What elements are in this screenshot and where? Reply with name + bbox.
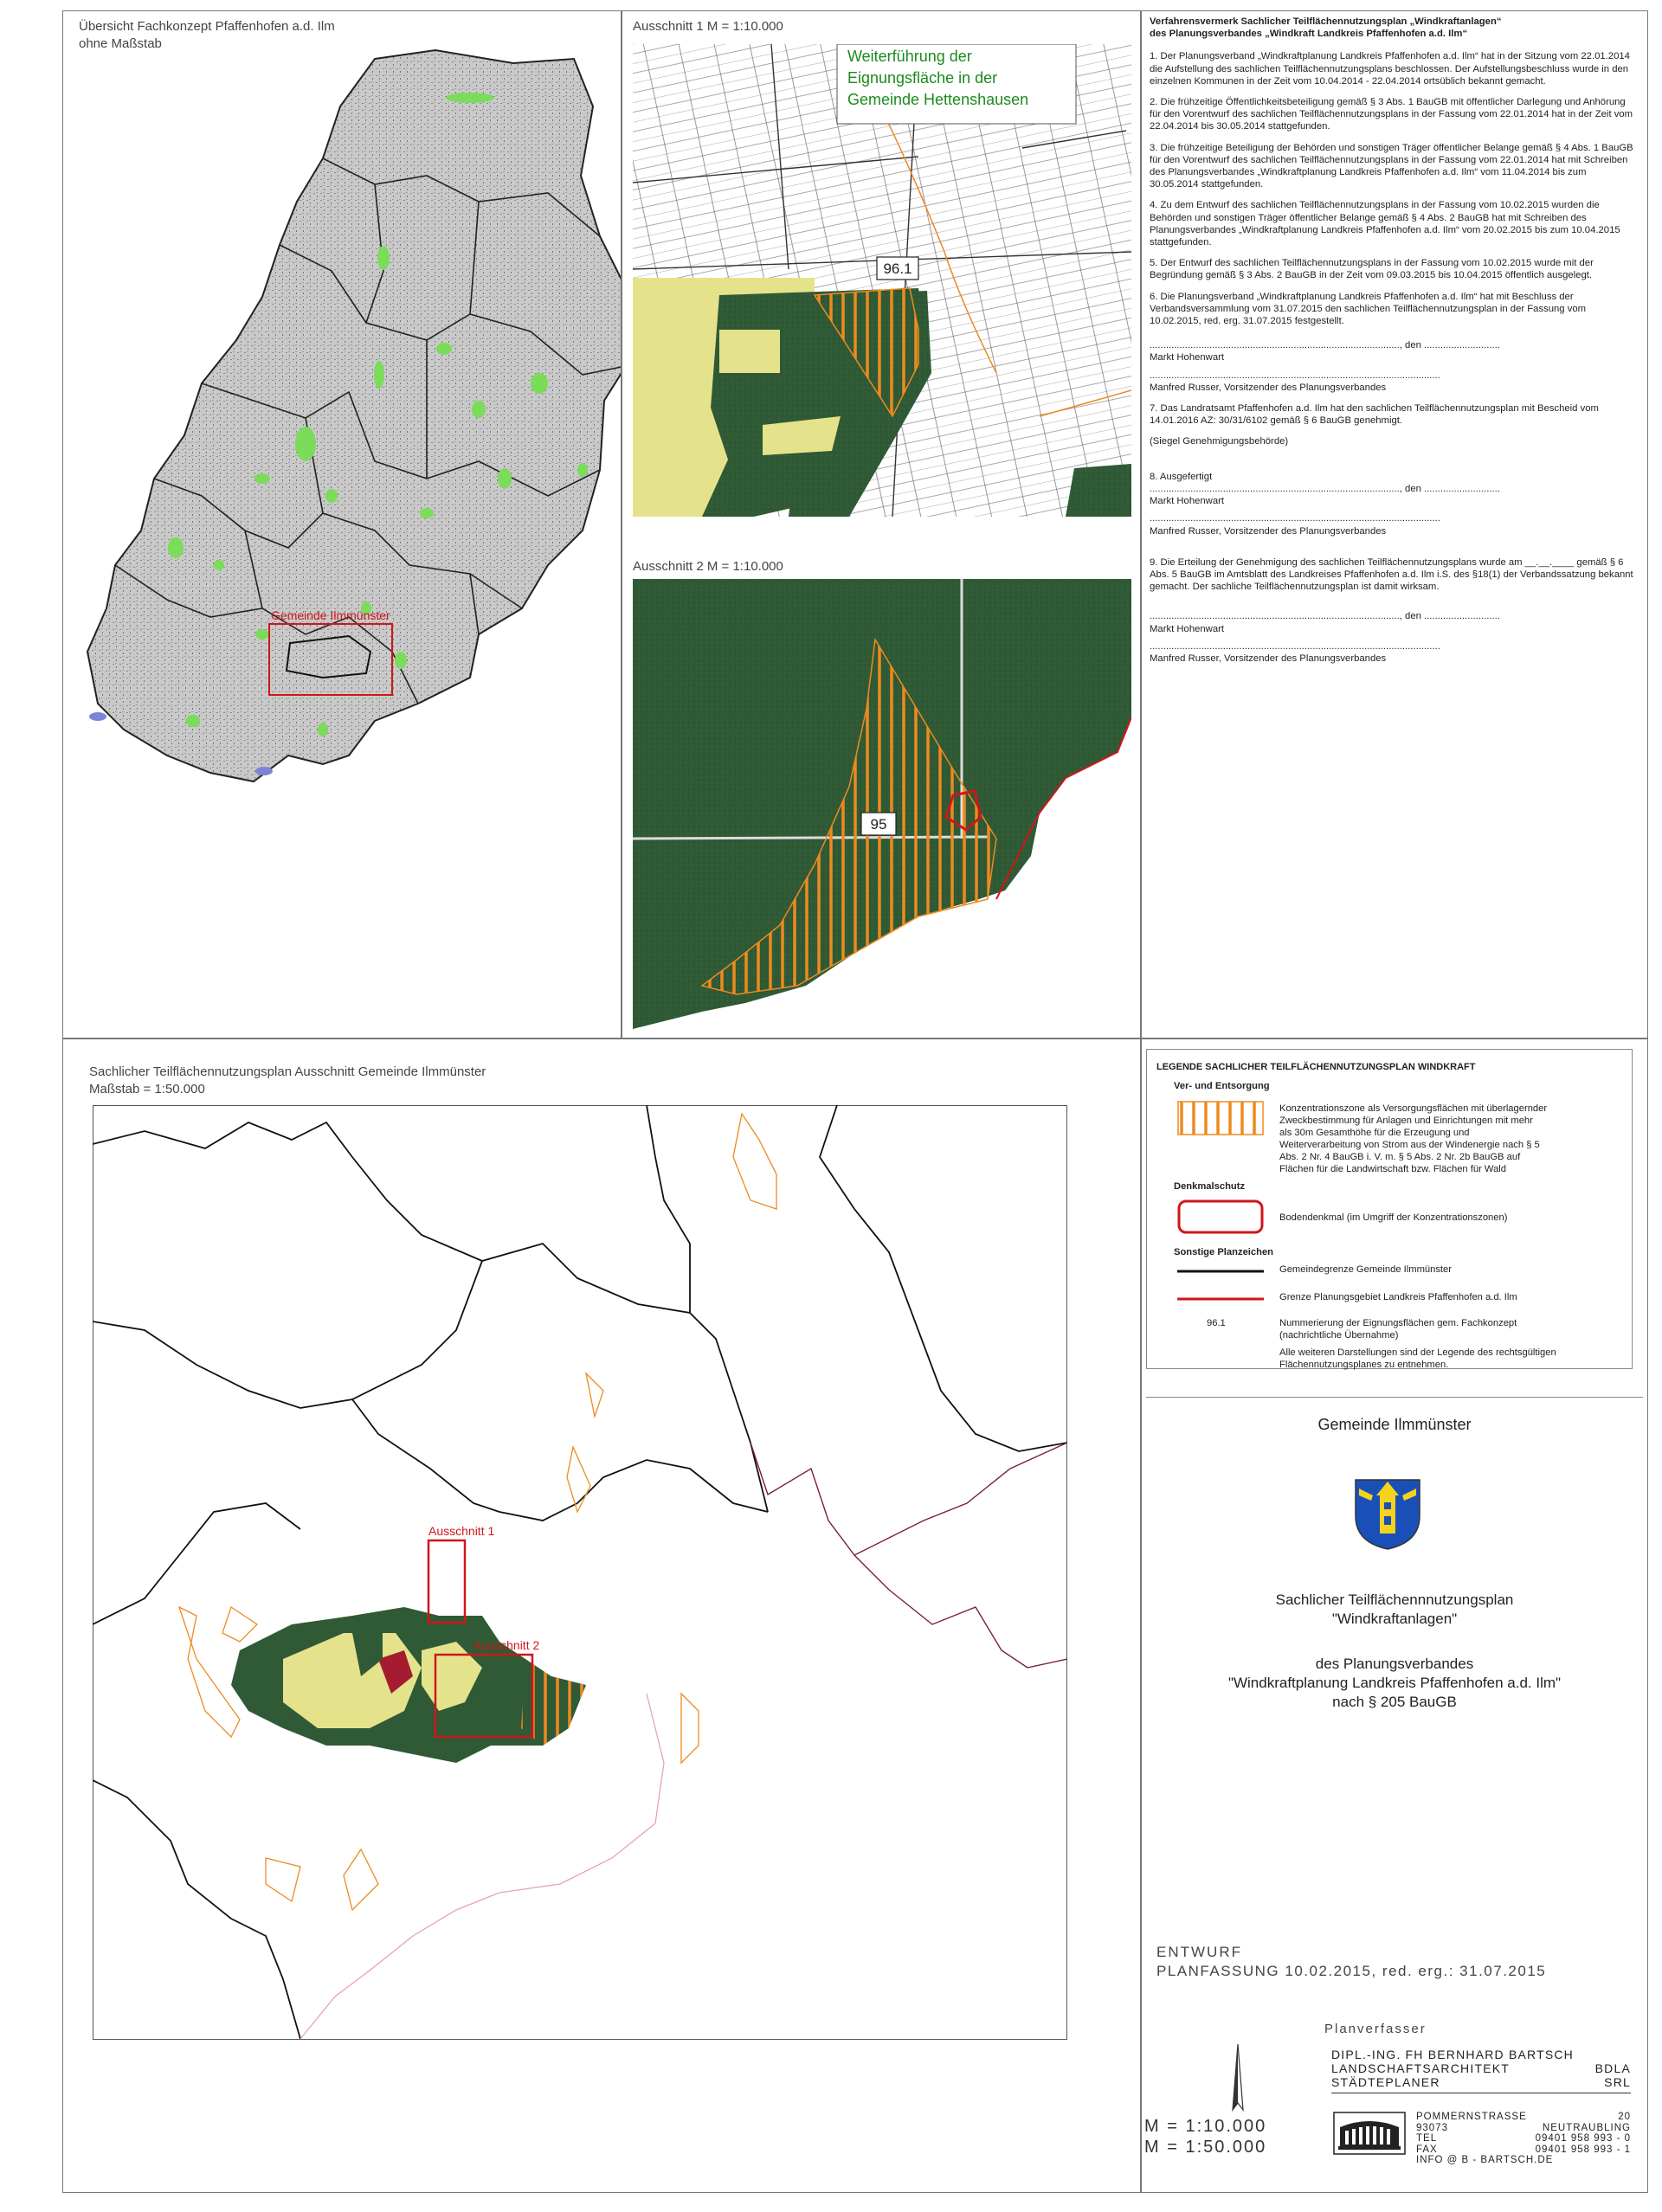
ausschnitt1-title: Ausschnitt 1 M = 1:10.000 [633,19,783,34]
legend-number-sample: 96.1 [1207,1318,1226,1328]
seal-note: (Siegel Genehmigungsbehörde) [1150,436,1289,447]
address-block [1416,2112,1631,2166]
legend-item-municipality: Gemeindegrenze Gemeinde Ilmmünster [1279,1264,1452,1275]
frame-label-ausschnitt2: Ausschnitt 2 [473,1638,540,1652]
legend-section-monument: Denkmalschutz [1174,1181,1246,1192]
scale-2: M = 1:50.000 [1144,2138,1267,2157]
overview-map [63,11,622,1038]
legend-district-line [1177,1296,1264,1302]
legend-section-other: Sonstige Planzeichen [1174,1247,1274,1257]
legend-section-supply: Ver- und Entsorgung [1174,1081,1270,1091]
draft-label: ENTWURF [1156,1944,1242,1960]
street-number: 20 [1618,2112,1631,2122]
overview-title: Übersicht Fachkonzept Pfaffenhofen a.d. Ilm [79,19,335,34]
note-line-3: Gemeinde Hettenshausen [847,91,1029,108]
signature-dots-3: ........................................................................................................... [1150,640,1440,652]
firm-assoc-1: BDLA [1594,2061,1631,2075]
procedure-notes [1150,16,1634,665]
firm-block [1331,2048,1631,2089]
overview-subtitle: ohne Maßstab [79,36,162,51]
main-plan-title: Sachlicher Teilflächennutzungsplan Ausschnitt Gemeinde Ilmmünster [89,1064,486,1079]
signature-line-3: ............................................................................................, den ............................ [1150,611,1500,622]
fax-label: FAX [1416,2144,1438,2155]
signer-3: Manfred Russer, Vorsitzender des Planungsverbandes [1150,653,1387,664]
verband-line-1: des Planungsverbandes [1315,1656,1474,1672]
signature-dots-2: ........................................................................................................... [1150,513,1440,524]
planner-label: Planverfasser [1324,2022,1427,2036]
coat-of-arms-icon [1352,1476,1423,1551]
title-divider [1146,1397,1643,1398]
phone-number: 09401 958 993 - 0 [1535,2133,1631,2144]
district-shape [87,50,622,781]
north-arrow-icon [1229,2042,1246,2112]
plan-title-1: Sachlicher Teilflächennnutzungsplan [1275,1591,1514,1608]
legend-note: Alle weiteren Darstellungen sind der Legende des rechtsgültigen Flächennutzungsplanes zu entnehmen. [1279,1347,1556,1370]
firm-assoc-2: SRL [1604,2075,1631,2089]
legend-item-numbering: Nummerierung der Eignungsflächen gem. Fachkonzept (nachrichtliche Übernahme) [1279,1318,1517,1341]
email: INFO @ B - BARTSCH.DE [1416,2155,1554,2165]
signer-1: Manfred Russer, Vorsitzender des Planungsverbandes [1150,382,1387,393]
ausschnitt2-map [633,579,1131,1029]
signature-place-3: Markt Hohenwart [1150,623,1225,634]
firm-role-1: LANDSCHAFTSARCHITEKT [1331,2061,1511,2075]
procedure-step-7: 7. Das Landratsamt Pfaffenhofen a.d. Ilm hat den sachlichen Teilflächennutzungsplan mit Bescheid vom 14.01.2016 AZ: 30/31/6102 gemäß § 6 BauGB genehmigt. [1150,403,1599,427]
legend-monument-symbol [1177,1199,1264,1234]
municipality-name: Gemeinde Ilmmünster [1317,1416,1472,1433]
procedure-step-4: 4. Zu dem Entwurf des sachlichen Teilflächennutzungsplans in der Fassung vom 10.02.2015 wurden die Behörden und sonstigen Träger öffentlicher Belange gemäß § 4 Abs. 2 BauGB hat mit Schreiben des Planungsverbandes „Windkraftplanung Landkreis Pfaffenhofen a.d. Ilm“ vom 20.02.2015 bis zum 10.04.2015 stattgefunden. [1150,200,1620,248]
signature-line-2: ............................................................................................, den ............................ [1150,483,1500,494]
procedure-step-9: 9. Die Erteilung der Genehmigung des sachlichen Teilflächennutzungsplans wurde am __.__.____ gemäß § 6 Abs. 5 BauGB im Amtsblatt des Landkreises Pfaffenhofen a.d. Ilm i.S. des §18(1) der Verbandssatzung bekannt gemacht. Der sachliche Teilflächennutzungsplan ist damit wirksam. [1150,556,1633,593]
firm-logo-icon [1333,2112,1406,2155]
procedure-step-2: 2. Die frühzeitige Öffentlichkeitsbeteiligung gemäß § 3 Abs. 1 BauGB mit öffentlicher Darlegung und Anhörung für den Vorentwurf des sachlichen Teilflächennutzungsplans in der Fassung vom 22.01.2014 hat in der Zeit vom 22.04.2014 bis 30.05.2014 stattgefunden. [1150,97,1633,132]
note-line-2: Eignungsfläche in der [847,69,998,87]
signature-place-2: Markt Hohenwart [1150,496,1225,507]
procedure-step-1: 1. Der Planungsverband „Windkraftplanung Landkreis Pfaffenhofen a.d. Ilm“ hat in der Sitzung vom 22.01.2014 die Aufstellung des sachlichen Teilflächennutzungsplans beschlossen. Der Aufstellungsbeschluss wurde in den einzelnen Kommunen in der Zeit vom 10.04.2014 - 22.04.2014 ortsüblich bekannt gemacht. [1150,51,1630,87]
fax-number: 09401 958 993 - 1 [1535,2144,1631,2155]
procedure-step-5: 5. Der Entwurf des sachlichen Teilflächennutzungsplans in der Fassung vom 10.02.2015 wurde mit der Begründung gemäß § 3 Abs. 2 BauGB in der Zeit vom 09.03.2015 bis 10.04.2015 öffentlich ausgelegt. [1150,258,1594,281]
street: POMMERNSTRASSE [1416,2112,1527,2122]
procedure-step-6: 6. Die Planungsverband „Windkraftplanung Landkreis Pfaffenhofen a.d. Ilm“ hat mit Beschluss der Verbandsversammlung vom 31.07.2015 den sachlichen Teilflächennutzungsplan in der Fassung vom 10.02.2015, red. erg. 31.07.2015 festgestellt. [1150,291,1587,327]
city: NEUTRAUBLING [1542,2122,1631,2133]
procedure-step-3: 3. Die frühzeitige Beteiligung der Behörden und sonstigen Träger öffentlicher Belange gemäß § 4 Abs. 1 BauGB für den Vorentwurf des sachlichen Teilflächennutzungsplans in der Fassung vom 22.01.2014 hat mit Schreiben des Planungsverbandes „Windkraftplanung Landkreis Pfaffenhofen a.d. Ilm“ vom 11.04.2014 bis zum 30.05.2014 stattgefunden. [1150,142,1633,190]
signature-place-1: Markt Hohenwart [1150,352,1225,363]
legend-title: LEGENDE SACHLICHER TEILFLÄCHENNUTZUNGSPLAN WINDKRAFT [1156,1062,1476,1072]
legend-item-monument: Bodendenkmal (im Umgriff der Konzentrationszonen) [1279,1212,1508,1223]
procedure-heading-1: Verfahrensvermerk Sachlicher Teilflächennutzungsplan „Windkraftanlagen“ [1150,16,1502,27]
detail-panel [622,10,1141,1038]
plan-version: PLANFASSUNG 10.02.2015, red. erg.: 31.07.2015 [1156,1963,1547,1979]
note-line-1: Weiterführung der [847,48,972,65]
signer-2: Manfred Russer, Vorsitzender des Planungsverbandes [1150,525,1387,537]
verband-line-2: "Windkraftplanung Landkreis Pfaffenhofen a.d. Ilm" [1227,1675,1562,1691]
ausschnitt1-map [633,44,1131,517]
legend-hatch-symbol [1177,1101,1264,1135]
scale-1: M = 1:10.000 [1144,2117,1267,2136]
frame-label-ausschnitt1: Ausschnitt 1 [428,1524,495,1538]
main-plan-map [93,1105,1067,2040]
signature-dots-1: ........................................................................................................... [1150,370,1440,381]
area-label-96-1: 96.1 [883,260,912,277]
ausschnitt2-title: Ausschnitt 2 M = 1:10.000 [633,559,783,574]
plan-title-2: "Windkraftanlagen" [1331,1611,1458,1627]
procedure-heading-2: des Planungsverbandes „Windkraft Landkreis Pfaffenhofen a.d. Ilm“ [1150,29,1468,40]
area-label-95: 95 [870,816,887,833]
firm-name: DIPL.-ING. FH BERNHARD BARTSCH [1331,2048,1574,2061]
phone-label: TEL [1416,2133,1438,2144]
legend-item-district: Grenze Planungsgebiet Landkreis Pfaffenhofen a.d. Ilm [1279,1292,1517,1302]
overview-region-label: Gemeinde Ilmmünster [271,608,390,622]
main-plan-scale: Maßstab = 1:50.000 [89,1082,205,1096]
legend-municipality-line [1177,1269,1264,1274]
legend-item-concentration: Konzentrationszone als Versorgungsflächen mit überlagernder Zweckbestimmung für Anlagen und Einrichtungen mit mehr als 30m Gesamthöhe für die Erzeugung und Weiterverarbeitung von Strom aus der Windenergie nach § 5 Abs. 2 Nr. 4 BauGB i. V. m. § 5 Abs. 2 Nr. 2b BauGB auf Flächen für die Landwirtschaft bzw. Flächen für Wald [1279,1103,1548,1174]
verband-line-3: nach § 205 BauGB [1332,1694,1457,1710]
main-plan-panel [62,1038,1141,2193]
postal-code: 93073 [1416,2122,1448,2133]
firm-role-2: STÄDTEPLANER [1331,2075,1440,2089]
overview-panel [62,10,622,1038]
procedure-step-8: 8. Ausgefertigt [1150,471,1213,482]
signature-line-1: ............................................................................................, den ............................ [1150,340,1500,351]
